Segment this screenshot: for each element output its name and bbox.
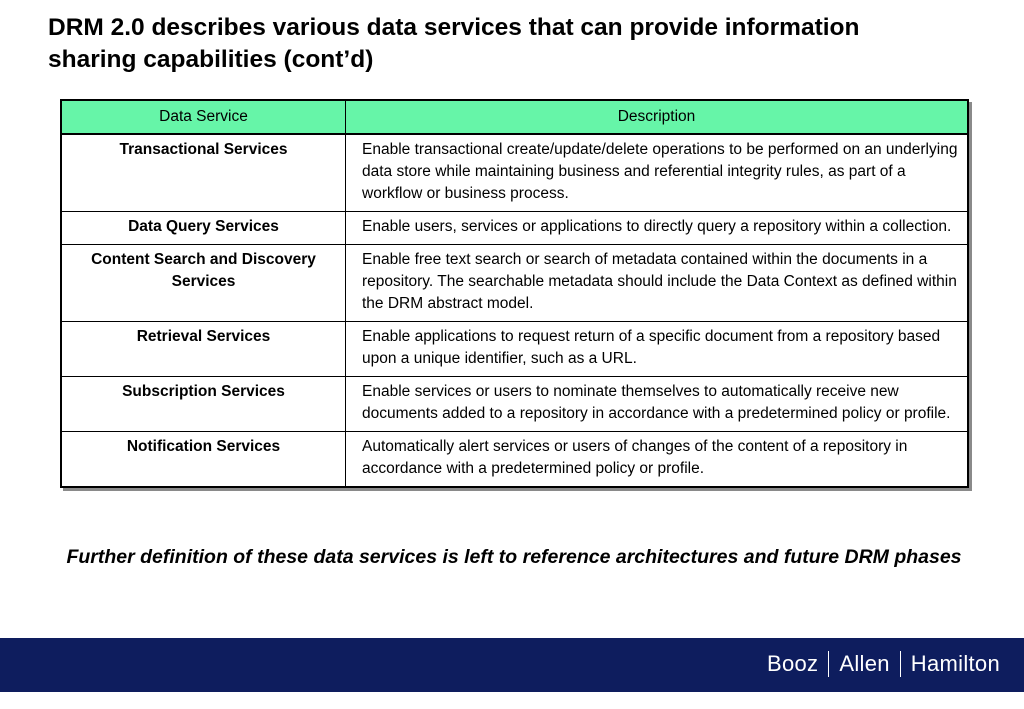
table-row (61, 134, 968, 212)
slide-title: DRM 2.0 describes various data services that can provide information sharing capabilities (cont’d) (48, 14, 860, 73)
logo-divider (900, 651, 901, 677)
table-row (61, 212, 968, 245)
service-name: Content Search and Discovery Services (61, 245, 346, 322)
service-name: Data Query Services (61, 212, 346, 245)
service-description: Enable free text search or search of metadata contained within the documents in a repository. The searchable metadata should include the Data Context as defined within the DRM abstract model. (346, 245, 969, 322)
service-description: Enable transactional create/update/delete operations to be performed on an underlying data store while maintaining business and referential integrity rules, as part of a workflow or business process. (346, 134, 969, 212)
logo-word-booz: Booz (767, 651, 819, 676)
table-row (61, 322, 968, 377)
logo-divider (828, 651, 829, 677)
service-name: Transactional Services (61, 134, 346, 212)
footer-bar (0, 638, 1024, 692)
table-row (61, 377, 968, 432)
service-name: Retrieval Services (61, 322, 346, 377)
column-header-description: Description (346, 100, 969, 134)
service-name: Subscription Services (61, 377, 346, 432)
service-name: Notification Services (61, 432, 346, 488)
logo-word-allen: Allen (839, 651, 890, 676)
data-services-table-container (60, 99, 969, 488)
service-description: Enable users, services or applications to directly query a repository within a collection. (346, 212, 969, 245)
table-row (61, 432, 968, 488)
logo-word-hamilton: Hamilton (910, 651, 1000, 676)
service-description: Automatically alert services or users of changes of the content of a repository in accordance with a predetermined policy or profile. (346, 432, 969, 488)
table-header-row (61, 100, 968, 134)
service-description: Enable applications to request return of a specific document from a repository based upon a unique identifier, such as a URL. (346, 322, 969, 377)
company-logo (767, 650, 1000, 678)
service-description: Enable services or users to nominate themselves to automatically receive new documents added to a repository in accordance with a predetermined policy or profile. (346, 377, 969, 432)
data-services-table (60, 99, 969, 488)
footnote: Further definition of these data services is left to reference architectures and future DRM phases (66, 546, 962, 568)
table-row (61, 245, 968, 322)
column-header-data-service: Data Service (61, 100, 346, 134)
